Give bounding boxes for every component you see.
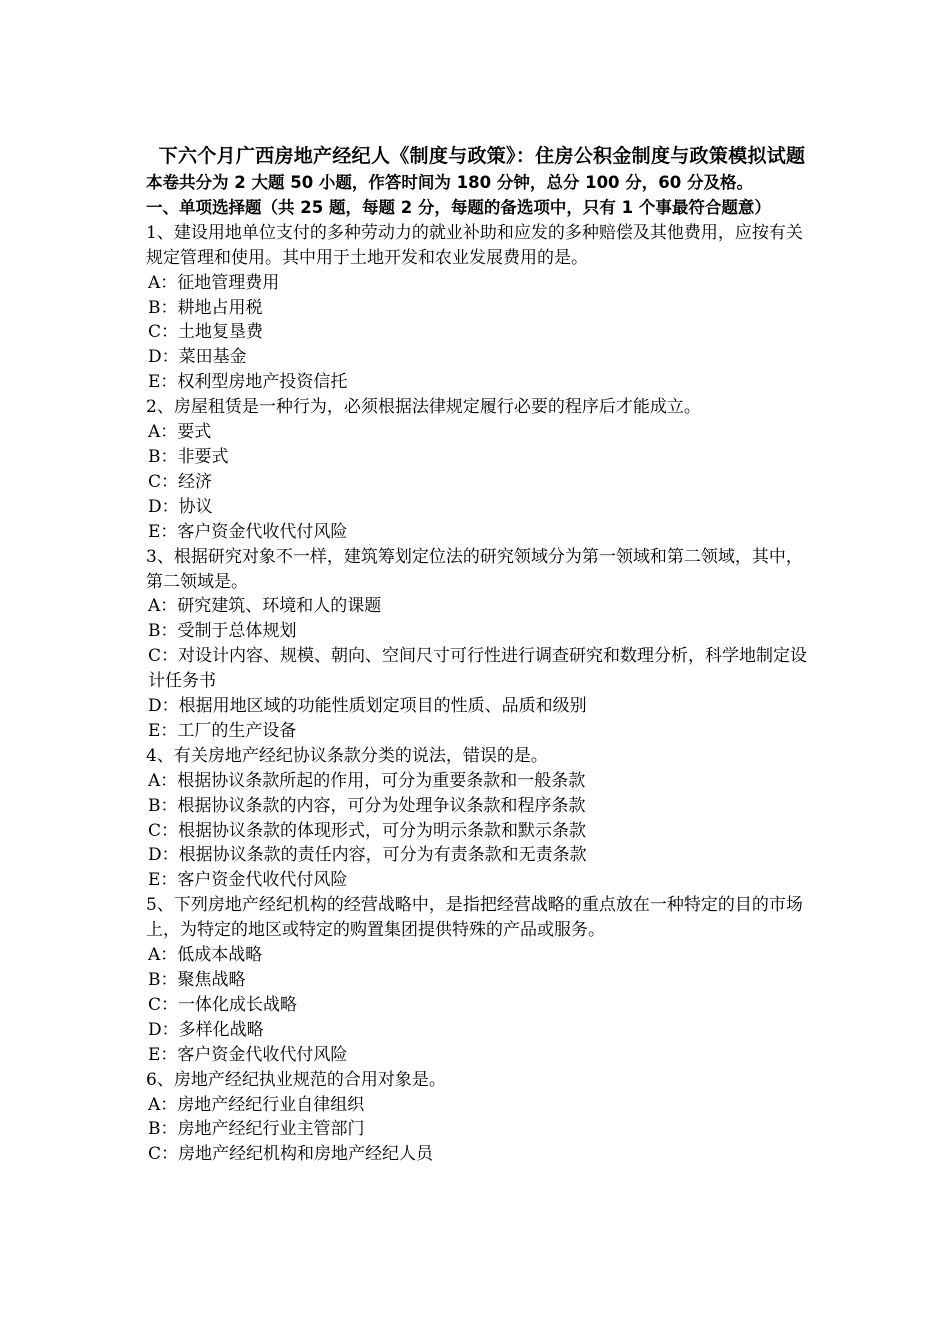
question-item: [146, 1068, 818, 1168]
answer-option: A：低成本战略: [148, 945, 263, 966]
question-item: [146, 744, 818, 893]
section-heading: 一、单项选择题（共 25 题，每题 2 分，每题的备选项中，只有 1 个事最符合题意）: [146, 197, 771, 217]
document-title: 下六个月广西房地产经纪人《制度与政策》：住房公积金制度与政策模拟试题: [158, 145, 806, 167]
answer-option: C：土地复垦费: [148, 322, 264, 343]
answer-option: D：根据用地区域的功能性质划定项目的性质、品质和级别: [148, 696, 587, 717]
answer-option: C：房地产经纪机构和房地产经纪人员: [148, 1144, 434, 1165]
answer-option: C：根据协议条款的体现形式，可分为明示条款和默示条款: [148, 820, 587, 841]
answer-option: D：菜田基金: [148, 347, 247, 368]
answer-option: A：要式: [148, 422, 212, 443]
question-stem: 5、下列房地产经纪机构的经营战略中，是指把经营战略的重点放在一种特定的目的市场上，为特定的地区或特定的购置集团提供特殊的产品或服务。: [146, 895, 803, 941]
question-item: [146, 395, 818, 544]
answer-option: A：根据协议条款所起的作用，可分为重要条款和一般条款: [148, 770, 586, 791]
answer-option: C：经济: [148, 471, 213, 492]
answer-option: E：权利型房地产投资信托: [148, 372, 348, 393]
answer-option: D：协议: [148, 496, 213, 517]
question-item: [146, 893, 818, 1067]
answer-option: B：非要式: [148, 446, 229, 467]
answer-option: B：根据协议条款的内容，可分为处理争议条款和程序条款: [148, 795, 586, 816]
question-stem: 4、有关房地产经纪协议条款分类的说法，错误的是。: [146, 745, 548, 766]
answer-option: C：对设计内容、规模、朝向、空间尺寸可行性进行调查研究和数理分析，科学地制定设计任务书: [148, 646, 808, 692]
question-stem: 6、房地产经纪执业规范的合用对象是。: [146, 1069, 446, 1090]
answer-option: A：房地产经纪行业自律组织: [148, 1094, 365, 1115]
answer-option: E：工厂的生产设备: [148, 720, 297, 741]
answer-option: D：根据协议条款的责任内容，可分为有责条款和无责条款: [148, 845, 587, 866]
exam-intro: 本卷共分为 2 大题 50 小题，作答时间为 180 分钟，总分 100 分，60 分及格。: [146, 173, 753, 192]
question-stem: 1、建设用地单位支付的多种劳动力的就业补助和应发的多种赔偿及其他费用，应按有关规定管理和使用。其中用于土地开发和农业发展费用的是。: [146, 222, 803, 268]
answer-option: B：耕地占用税: [148, 297, 263, 318]
question-item: [146, 545, 818, 744]
document-page: [146, 143, 818, 1167]
question-item: [146, 221, 818, 395]
answer-option: E：客户资金代收代付风险: [148, 870, 348, 891]
question-list: [146, 221, 818, 1167]
answer-option: A：研究建筑、环境和人的课题: [148, 596, 382, 617]
answer-option: B：房地产经纪行业主管部门: [148, 1119, 365, 1140]
answer-option: C：一体化成长战略: [148, 994, 298, 1015]
answer-option: E：客户资金代收代付风险: [148, 1044, 348, 1065]
question-stem: 3、根据研究对象不一样，建筑筹划定位法的研究领域分为第一领域和第二领域，其中，第二领域是。: [146, 546, 803, 592]
answer-option: A：征地管理费用: [148, 272, 280, 293]
question-stem: 2、房屋租赁是一种行为，必须根据法律规定履行必要的程序后才能成立。: [146, 397, 701, 418]
answer-option: E：客户资金代收代付风险: [148, 521, 348, 542]
answer-option: D：多样化战略: [148, 1019, 264, 1040]
answer-option: B：受制于总体规划: [148, 621, 297, 642]
answer-option: B：聚焦战略: [148, 970, 246, 990]
